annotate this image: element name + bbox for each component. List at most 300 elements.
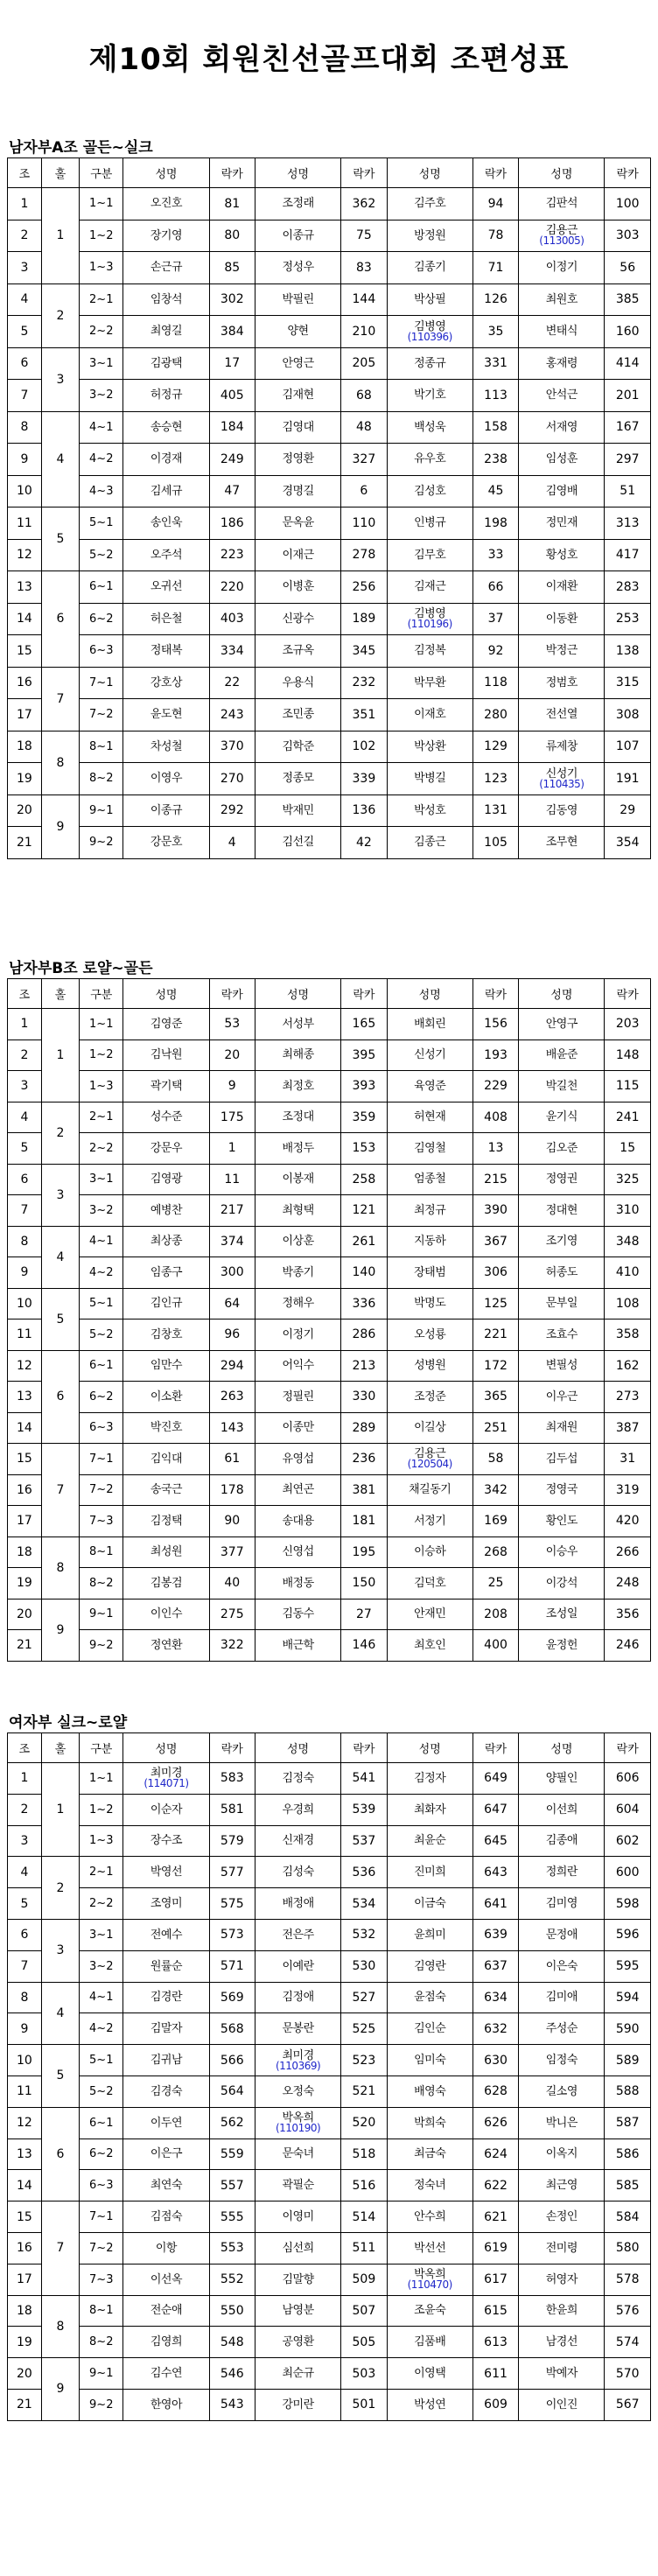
- locker-number: 256: [341, 571, 388, 604]
- player-name: 안재민: [414, 1607, 446, 1621]
- player-name-cell: [519, 1226, 605, 1257]
- hole-number: 8: [41, 1536, 79, 1599]
- group-number: 2: [8, 1794, 42, 1825]
- player-name-cell: [256, 1226, 341, 1257]
- player-name: 정영국: [545, 1483, 578, 1497]
- player-name-cell: [256, 2013, 341, 2045]
- table-row: [8, 252, 651, 284]
- player-name: 손정인: [545, 2210, 578, 2224]
- player-name-cell: [519, 1382, 605, 1413]
- table-row: [8, 1226, 651, 1257]
- player-name: 김광택: [150, 356, 183, 370]
- locker-number: 354: [605, 827, 651, 859]
- locker-number: 268: [472, 1536, 519, 1568]
- locker-number: 289: [341, 1412, 388, 1444]
- player-name: 박진호: [150, 1421, 183, 1435]
- column-header: 성명: [387, 158, 472, 188]
- column-header: 락카: [605, 158, 651, 188]
- locker-number: 559: [209, 2138, 256, 2170]
- player-name-cell: [387, 2138, 472, 2170]
- locker-number: 527: [341, 1982, 388, 2013]
- tee-division: 2~2: [80, 1888, 123, 1920]
- locker-number: 507: [341, 2295, 388, 2327]
- group-number: 9: [8, 444, 42, 476]
- group-number: 9: [8, 1257, 42, 1289]
- locker-number: 606: [605, 1763, 651, 1795]
- group-number: 19: [8, 1568, 42, 1600]
- locker-number: 643: [472, 1857, 519, 1888]
- locker-number: 622: [472, 2170, 519, 2202]
- locker-number: 414: [605, 347, 651, 380]
- player-name-cell: [256, 2138, 341, 2170]
- player-name: 김품배: [414, 2335, 446, 2349]
- player-name-cell: [256, 794, 341, 827]
- player-name: 황성호: [545, 548, 578, 562]
- player-name-cell: [256, 1825, 341, 1857]
- player-name: 박성호: [414, 803, 446, 817]
- player-name-cell: [123, 1195, 209, 1227]
- locker-number: 339: [341, 763, 388, 795]
- hole-number: 1: [41, 1763, 79, 1857]
- locker-number: 574: [605, 2327, 651, 2358]
- locker-number: 370: [209, 731, 256, 763]
- group-number: 8: [8, 1226, 42, 1257]
- table-row: [8, 2138, 651, 2170]
- player-name: 김영대: [282, 420, 314, 434]
- player-name-cell: [123, 2264, 209, 2295]
- table-row: [8, 316, 651, 348]
- player-name-cell: [519, 1474, 605, 1506]
- player-name: 안영구: [545, 1017, 578, 1031]
- locker-number: 169: [472, 1506, 519, 1537]
- locker-number: 47: [209, 475, 256, 508]
- player-name-cell: [387, 2232, 472, 2264]
- player-name-cell: [519, 731, 605, 763]
- locker-number: 53: [209, 1009, 256, 1040]
- tee-division: 1~3: [80, 1071, 123, 1102]
- locker-number: 201: [605, 380, 651, 412]
- player-name: 최호인: [414, 1638, 446, 1652]
- locker-number: 590: [605, 2013, 651, 2045]
- player-name-cell: [123, 2358, 209, 2390]
- player-name: 김경숙: [150, 2084, 183, 2098]
- player-name-cell: [387, 1288, 472, 1320]
- table-row: [8, 603, 651, 635]
- player-name-cell: [123, 1040, 209, 1071]
- player-name-cell: [387, 2107, 472, 2138]
- locker-number: 536: [341, 1857, 388, 1888]
- player-name-cell: [519, 1763, 605, 1795]
- tee-division: 4~1: [80, 411, 123, 444]
- locker-number: 108: [605, 1288, 651, 1320]
- hole-number: 5: [41, 508, 79, 571]
- locker-number: 22: [209, 667, 256, 699]
- tee-division: 4~1: [80, 1982, 123, 2013]
- tee-division: 5~1: [80, 1288, 123, 1320]
- locker-number: 66: [472, 571, 519, 604]
- locker-number: 514: [341, 2202, 388, 2233]
- hole-number: 4: [41, 1982, 79, 2045]
- locker-number: 107: [605, 731, 651, 763]
- player-name: 김영준: [150, 1017, 183, 1031]
- locker-number: 577: [209, 1857, 256, 1888]
- locker-number: 123: [472, 763, 519, 795]
- player-name: 김동영: [545, 803, 578, 817]
- locker-number: 58: [472, 1444, 519, 1475]
- player-name-cell: [123, 2013, 209, 2045]
- locker-number: 156: [472, 1009, 519, 1040]
- player-name-cell: [256, 1382, 341, 1413]
- header-row: [8, 158, 651, 188]
- player-name: 정영환: [282, 452, 314, 466]
- player-name: 최미경: [150, 1767, 183, 1781]
- player-name: 주성순: [545, 2022, 578, 2036]
- group-number: 15: [8, 1444, 42, 1475]
- player-name: 곽기택: [150, 1079, 183, 1093]
- player-name-cell: [256, 1164, 341, 1195]
- player-name: 김정복: [414, 644, 446, 658]
- player-name-cell: [387, 1412, 472, 1444]
- player-name: 전은주: [282, 1928, 314, 1942]
- locker-number: 571: [209, 1950, 256, 1982]
- player-name: 최원호: [545, 292, 578, 306]
- player-name-cell: [123, 1950, 209, 1982]
- player-name-cell: [123, 1919, 209, 1950]
- tee-division: 6~1: [80, 1350, 123, 1382]
- tee-division: 4~2: [80, 1257, 123, 1289]
- player-name-cell: [519, 1288, 605, 1320]
- player-name-cell: [387, 699, 472, 732]
- player-name-cell: [256, 1444, 341, 1475]
- tee-division: 4~1: [80, 1226, 123, 1257]
- locker-number: 229: [472, 1071, 519, 1102]
- group-number: 3: [8, 252, 42, 284]
- player-name-cell: [123, 2202, 209, 2233]
- player-name-cell: [123, 1599, 209, 1630]
- table-row: [8, 1950, 651, 1982]
- table-row: [8, 763, 651, 795]
- locker-number: 395: [341, 1040, 388, 1071]
- locker-number: 113: [472, 380, 519, 412]
- group-number: 19: [8, 2327, 42, 2358]
- group-number: 5: [8, 1133, 42, 1165]
- locker-number: 322: [209, 1630, 256, 1662]
- group-number: 11: [8, 1320, 42, 1351]
- player-name-cell: [387, 1794, 472, 1825]
- player-name-cell: [519, 2013, 605, 2045]
- player-name: 박예자: [545, 2367, 578, 2381]
- locker-number: 33: [472, 539, 519, 571]
- locker-number: 102: [341, 731, 388, 763]
- table-row: [8, 2232, 651, 2264]
- player-name: 김용근: [545, 224, 578, 238]
- locker-number: 562: [209, 2107, 256, 2138]
- page-title: 제10회 회원친선골프대회 조편성표: [88, 42, 570, 77]
- tee-division: 7~2: [80, 1474, 123, 1506]
- table-row: [8, 1794, 651, 1825]
- player-name: 이은구: [150, 2147, 183, 2161]
- locker-number: 377: [209, 1536, 256, 1568]
- player-name: 김주호: [414, 197, 446, 211]
- player-name: 배근학: [282, 1638, 314, 1652]
- player-name: 박옥희: [414, 2268, 446, 2282]
- player-name-cell: [519, 699, 605, 732]
- tee-division: 9~1: [80, 2358, 123, 2390]
- player-name: 장수조: [150, 1834, 183, 1848]
- player-name: 오정숙: [282, 2084, 314, 2098]
- locker-number: 543: [209, 2389, 256, 2420]
- group-number: 21: [8, 1630, 42, 1662]
- player-name-cell: [123, 2327, 209, 2358]
- group-number: 20: [8, 794, 42, 827]
- player-name: 신재경: [282, 1834, 314, 1848]
- tee-division: 7~1: [80, 2202, 123, 2233]
- hole-number: 6: [41, 571, 79, 668]
- section-label: 남자부A조 골든~실크: [9, 139, 153, 157]
- locker-number: 25: [472, 1568, 519, 1600]
- player-name-cell: [387, 1320, 472, 1351]
- locker-number: 613: [472, 2327, 519, 2358]
- player-name: 최금숙: [414, 2147, 446, 2161]
- player-name: 정성우: [282, 261, 314, 275]
- section-label: 여자부 실크~로얄: [9, 1714, 128, 1732]
- locker-number: 64: [209, 1288, 256, 1320]
- player-name: 박희숙: [414, 2116, 446, 2130]
- tee-division: 2~2: [80, 316, 123, 348]
- player-name-cell: [123, 380, 209, 412]
- player-name-cell: [387, 635, 472, 668]
- table-row: [8, 1320, 651, 1351]
- player-name-cell: [123, 1009, 209, 1040]
- locker-number: 48: [341, 411, 388, 444]
- player-name-cell: [519, 508, 605, 540]
- header-row: [8, 1733, 651, 1763]
- locker-number: 327: [341, 444, 388, 476]
- grouping-table: [7, 158, 651, 859]
- column-header: 락카: [341, 1733, 388, 1763]
- player-name: 정종규: [414, 356, 446, 370]
- player-name-cell: [256, 316, 341, 348]
- player-name: 이항: [155, 2241, 177, 2255]
- tee-division: 2~1: [80, 1102, 123, 1133]
- player-name-cell: [519, 2076, 605, 2107]
- locker-number: 315: [605, 667, 651, 699]
- member-number: (113005): [539, 234, 584, 248]
- locker-number: 181: [341, 1506, 388, 1537]
- player-name: 문봉란: [282, 2022, 314, 2036]
- tee-division: 9~1: [80, 794, 123, 827]
- player-name-cell: [256, 1288, 341, 1320]
- player-name-cell: [519, 1506, 605, 1537]
- section-men-a: [7, 138, 651, 859]
- player-name: 최성원: [150, 1545, 183, 1559]
- locker-number: 160: [605, 316, 651, 348]
- player-name: 문부일: [545, 1297, 578, 1311]
- player-name: 이정기: [282, 1327, 314, 1341]
- locker-number: 81: [209, 188, 256, 220]
- player-name-cell: [123, 827, 209, 859]
- player-name: 엄종철: [414, 1172, 446, 1186]
- player-name-cell: [387, 1164, 472, 1195]
- column-header: 성명: [519, 1733, 605, 1763]
- player-name: 방정원: [414, 228, 446, 242]
- player-name-cell: [256, 1536, 341, 1568]
- column-header: 구분: [80, 1733, 123, 1763]
- player-name-cell: [387, 1763, 472, 1795]
- player-name-cell: [256, 1950, 341, 1982]
- tee-division: 3~1: [80, 347, 123, 380]
- locker-number: 596: [605, 1919, 651, 1950]
- locker-number: 570: [605, 2358, 651, 2390]
- table-row: [8, 2295, 651, 2327]
- locker-number: 9: [209, 1071, 256, 1102]
- player-name: 김귀남: [150, 2054, 183, 2068]
- hole-number: 9: [41, 2358, 79, 2421]
- locker-number: 85: [209, 252, 256, 284]
- player-name: 최정호: [282, 1079, 314, 1093]
- locker-number: 51: [605, 475, 651, 508]
- locker-number: 356: [605, 1599, 651, 1630]
- player-name: 양필인: [545, 1771, 578, 1785]
- player-name: 길소영: [545, 2084, 578, 2098]
- player-name: 이소환: [150, 1390, 183, 1404]
- player-name: 임성훈: [545, 452, 578, 466]
- locker-number: 167: [605, 411, 651, 444]
- locker-number: 393: [341, 1071, 388, 1102]
- player-name-cell: [123, 1320, 209, 1351]
- player-name: 김성숙: [282, 1866, 314, 1880]
- group-number: 17: [8, 699, 42, 732]
- locker-number: 126: [472, 284, 519, 316]
- player-name: 이승하: [414, 1545, 446, 1559]
- player-name-cell: [519, 667, 605, 699]
- locker-number: 598: [605, 1888, 651, 1920]
- player-name: 조정준: [414, 1390, 446, 1404]
- player-name: 이재환: [545, 580, 578, 594]
- column-header: 성명: [123, 158, 209, 188]
- column-header: 조: [8, 1733, 42, 1763]
- player-name: 예병찬: [150, 1203, 183, 1217]
- player-name-cell: [123, 1857, 209, 1888]
- locker-number: 313: [605, 508, 651, 540]
- player-name: 전미령: [545, 2241, 578, 2255]
- player-name: 정종모: [282, 772, 314, 786]
- table-row: [8, 667, 651, 699]
- locker-number: 365: [472, 1382, 519, 1413]
- tee-division: 8~2: [80, 1568, 123, 1600]
- player-name-cell: [123, 1412, 209, 1444]
- locker-number: 550: [209, 2295, 256, 2327]
- table-row: [8, 380, 651, 412]
- hole-number: 3: [41, 347, 79, 411]
- column-header: 성명: [387, 979, 472, 1009]
- player-name-cell: [123, 1536, 209, 1568]
- player-name: 이우근: [545, 1390, 578, 1404]
- table-row: [8, 2389, 651, 2420]
- locker-number: 358: [605, 1320, 651, 1351]
- locker-number: 92: [472, 635, 519, 668]
- player-name-cell: [387, 508, 472, 540]
- player-name-cell: [387, 1919, 472, 1950]
- player-name: 이상훈: [282, 1235, 314, 1249]
- player-name-cell: [519, 2202, 605, 2233]
- player-name-cell: [123, 794, 209, 827]
- player-name-cell: [123, 2170, 209, 2202]
- column-header: 락카: [605, 1733, 651, 1763]
- member-number: (110396): [407, 330, 452, 343]
- player-name-cell: [387, 1257, 472, 1289]
- player-name-cell: [123, 1164, 209, 1195]
- hole-number: 9: [41, 1599, 79, 1661]
- locker-number: 567: [605, 2389, 651, 2420]
- hole-number: 1: [41, 188, 79, 284]
- player-name-cell: [387, 2327, 472, 2358]
- group-number: 3: [8, 1825, 42, 1857]
- player-name-cell: [123, 699, 209, 732]
- player-name-cell: [519, 1071, 605, 1102]
- player-name: 박선선: [414, 2241, 446, 2255]
- locker-number: 238: [472, 444, 519, 476]
- player-name-cell: [256, 2295, 341, 2327]
- player-name-cell: [256, 1919, 341, 1950]
- locker-number: 217: [209, 1195, 256, 1227]
- player-name: 최영길: [150, 325, 183, 339]
- table-row: [8, 475, 651, 508]
- player-name-cell: [387, 2264, 472, 2295]
- group-number: 14: [8, 1412, 42, 1444]
- player-name: 육영준: [414, 1079, 446, 1093]
- tee-division: 7~1: [80, 667, 123, 699]
- locker-number: 579: [209, 1825, 256, 1857]
- locker-number: 94: [472, 188, 519, 220]
- table-row: [8, 571, 651, 604]
- player-name: 지동하: [414, 1235, 446, 1249]
- player-name-cell: [387, 571, 472, 604]
- player-name: 이순자: [150, 1802, 183, 1816]
- table-row: [8, 2202, 651, 2233]
- player-name-cell: [256, 347, 341, 380]
- player-name-cell: [123, 1982, 209, 2013]
- player-name: 이종규: [282, 228, 314, 242]
- locker-number: 552: [209, 2264, 256, 2295]
- player-name-cell: [256, 1133, 341, 1165]
- player-name: 경명길: [282, 484, 314, 498]
- table-row: [8, 1888, 651, 1920]
- player-name-cell: [123, 508, 209, 540]
- table-row: [8, 1506, 651, 1537]
- player-name: 이옥지: [545, 2147, 578, 2161]
- player-name-cell: [123, 444, 209, 476]
- player-name-cell: [256, 2045, 341, 2076]
- locker-number: 286: [341, 1320, 388, 1351]
- locker-number: 420: [605, 1506, 651, 1537]
- group-number: 14: [8, 603, 42, 635]
- tee-division: 1~3: [80, 1825, 123, 1857]
- player-name-cell: [256, 2107, 341, 2138]
- player-name: 김정자: [414, 1771, 446, 1785]
- group-number: 16: [8, 667, 42, 699]
- player-name-cell: [123, 2076, 209, 2107]
- locker-number: 241: [605, 1102, 651, 1133]
- player-name-cell: [123, 284, 209, 316]
- player-name-cell: [519, 571, 605, 604]
- locker-number: 308: [605, 699, 651, 732]
- group-number: 10: [8, 2045, 42, 2076]
- locker-number: 345: [341, 635, 388, 668]
- locker-number: 384: [209, 316, 256, 348]
- locker-number: 511: [341, 2232, 388, 2264]
- player-name: 김동수: [282, 1607, 314, 1621]
